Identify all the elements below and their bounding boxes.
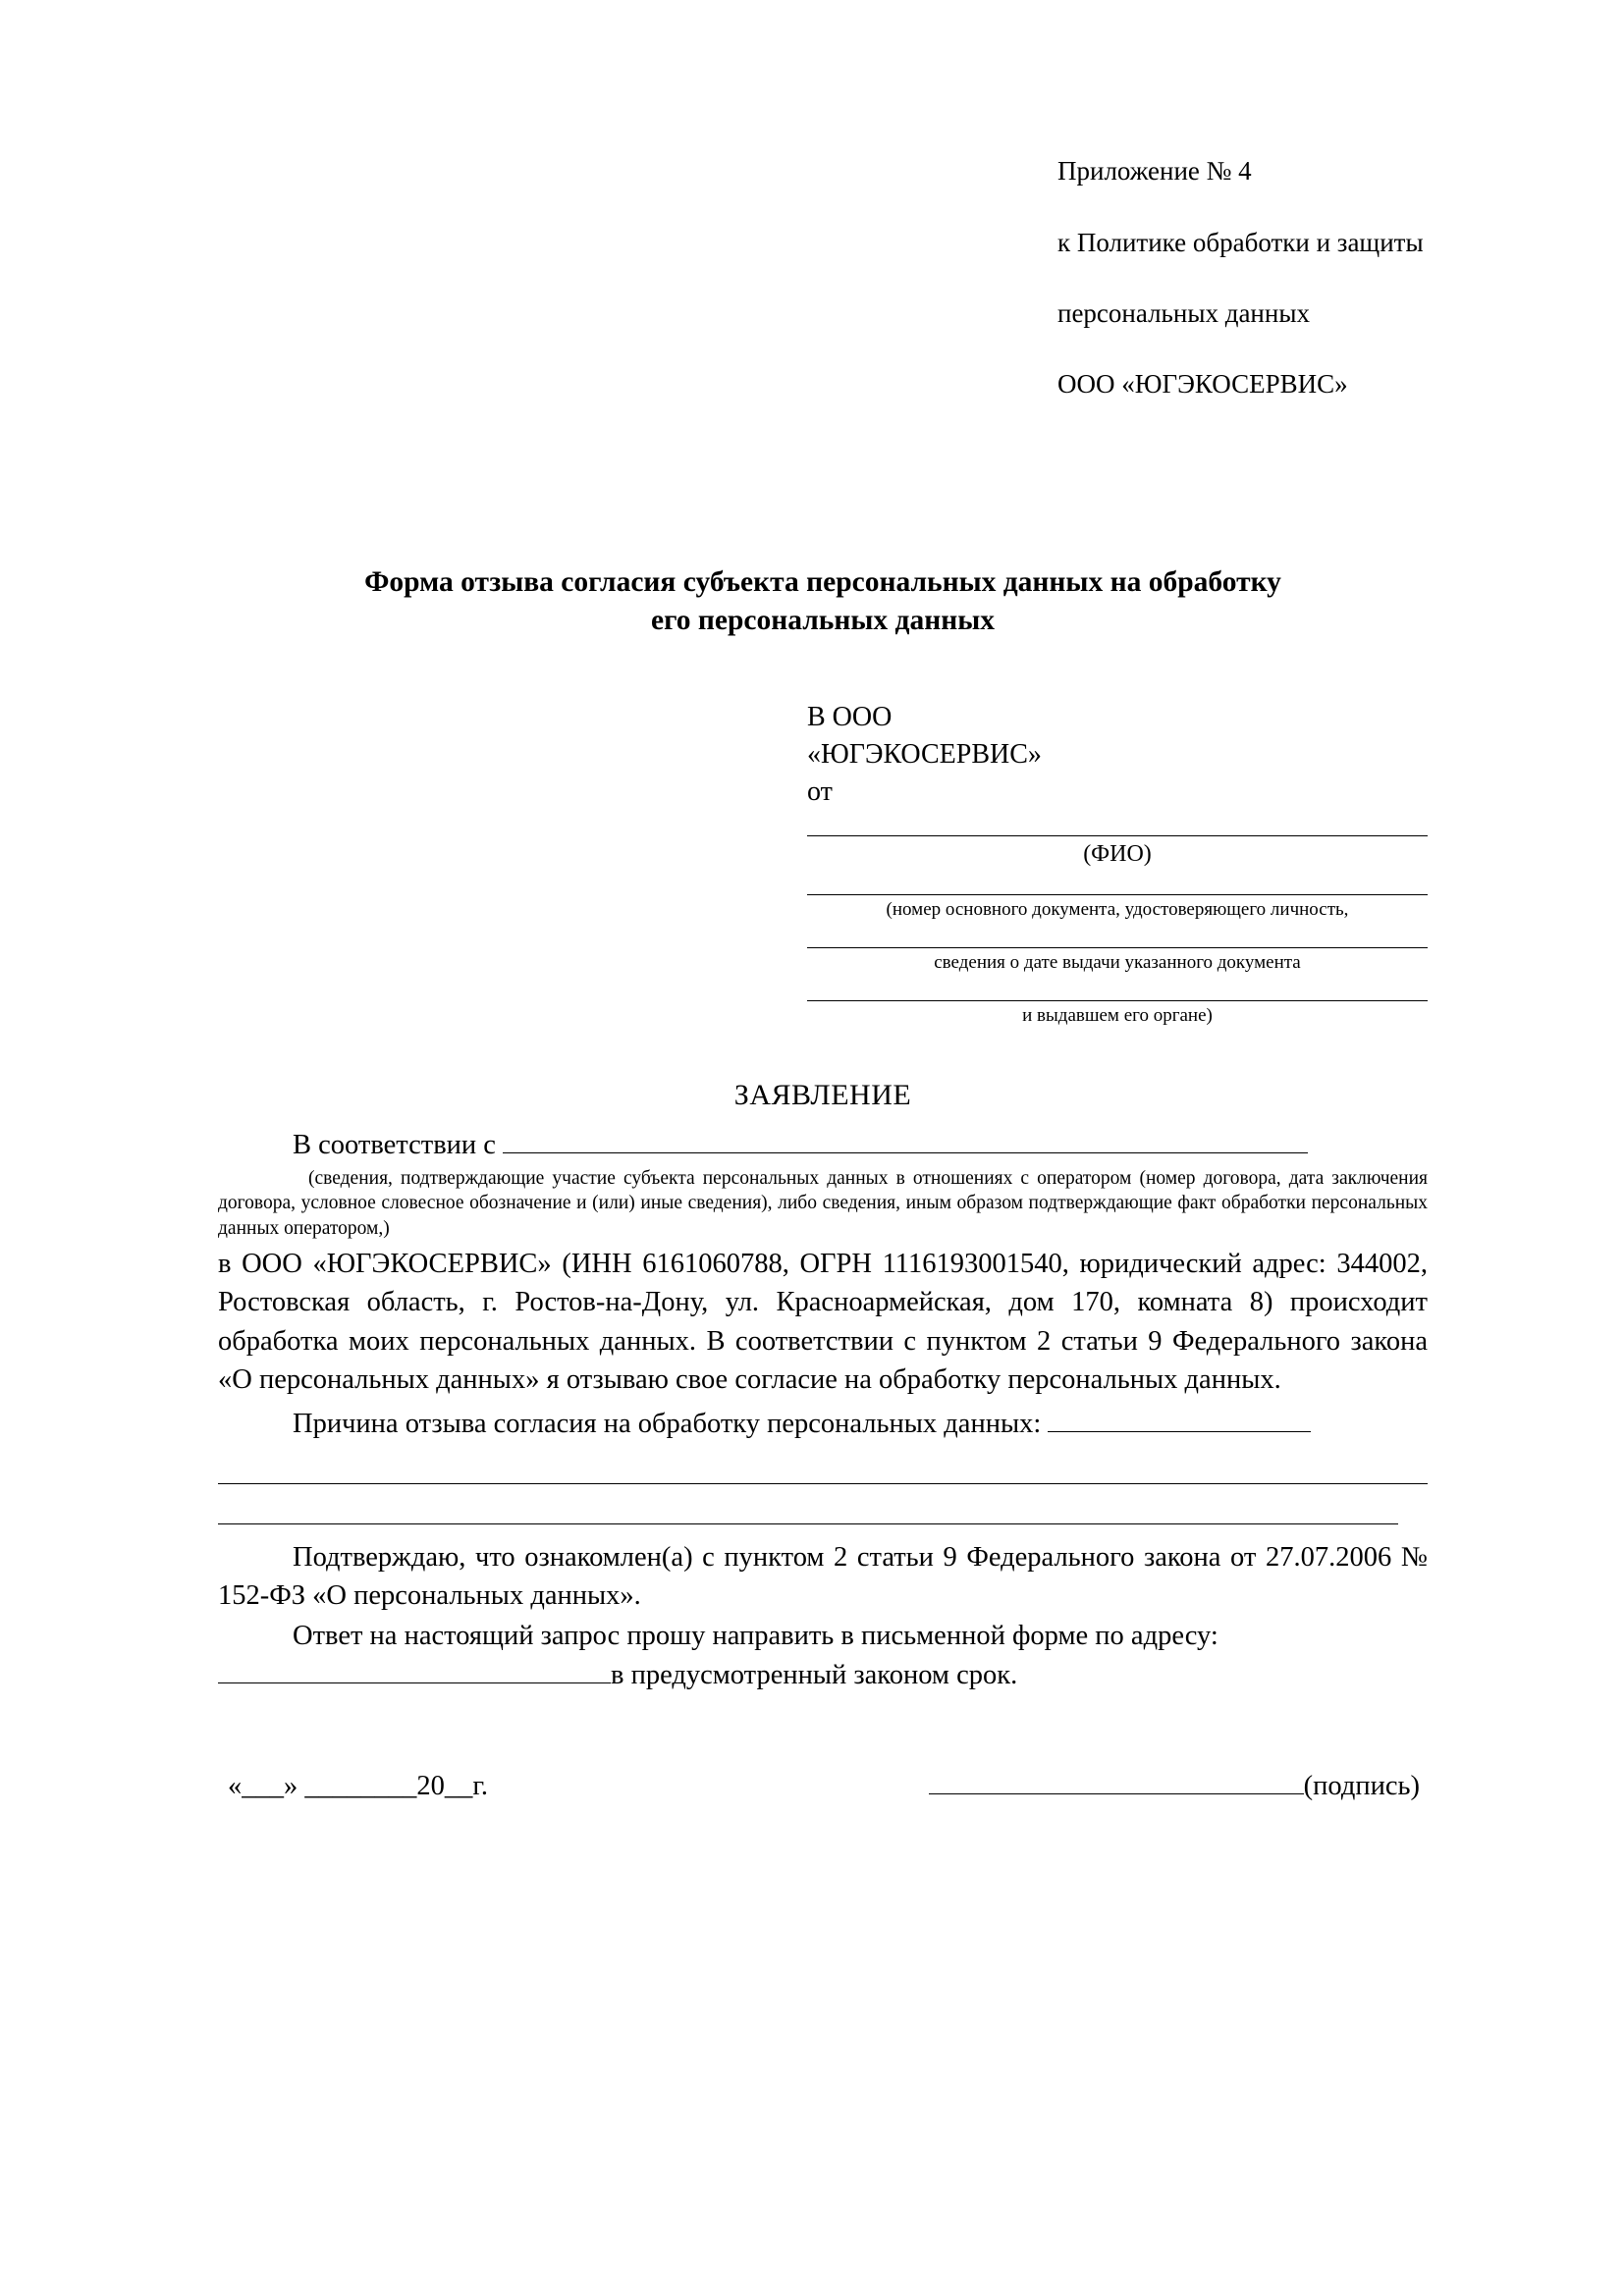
statement-heading: ЗАЯВЛЕНИЕ	[733, 1078, 912, 1111]
statement-address-field[interactable]	[218, 1656, 611, 1683]
statement-smallprint	[218, 1166, 1428, 1241]
statement-reason-field-line-3[interactable]	[218, 1523, 1398, 1524]
statement-intro-label: В соответствии с	[293, 1129, 496, 1160]
statement-paragraph-3-tail: в предусмотренный законом срок.	[611, 1659, 1018, 1690]
applicant-document-number-caption: (номер основного документа, удостоверяющего личность,	[886, 899, 1349, 921]
statement-reason-label: Причина отзыва согласия на обработку персональных данных:	[293, 1409, 1042, 1440]
page-title-line-1: Форма отзыва согласия субъекта персональных данных на обработку	[364, 565, 1281, 598]
applicant-document-date-caption: сведения о дате выдачи указанного документа	[934, 952, 1301, 974]
statement-reason-field[interactable]	[1048, 1405, 1311, 1432]
page-title-line-2: его персональных данных	[651, 604, 995, 636]
document-content	[218, 118, 1428, 1806]
signature-row	[218, 1767, 1428, 1805]
statement-paragraph-2: Подтверждаю, что ознакомлен(а) с пунктом 2 статьи 9 Федерального закона от 27.07.2006 № 152-ФЗ «О персональных данных».	[218, 1541, 1428, 1612]
statement-intro-field[interactable]	[503, 1126, 1308, 1153]
statement-paragraph-1: в ООО «ЮГЭКОСЕРВИС» (ИНН 6161060788, ОГРН 1116193001540, юридический адрес: 344002, Ростовская область, г. Ростов-на-Дону, ул. Красноармейская, дом 170, комната 8) происходит обработка моих персональных данных. В соответствии с пунктом 2 статьи 9 Федерального закона «О персональных данных» я отзываю свое согласие на обработку персональных данных.	[218, 1249, 1428, 1396]
signature-field[interactable]	[929, 1767, 1304, 1794]
statement-paragraph-3	[218, 1617, 1428, 1655]
appendix-header-line-4: ООО «ЮГЭКОСЕРВИС»	[1057, 369, 1348, 400]
signature-date[interactable]: «___» ________20__г.	[228, 1771, 488, 1802]
appendix-header-line-1: Приложение № 4	[1057, 156, 1252, 187]
statement-intro-line	[218, 1126, 1428, 1164]
applicant-document-issuer-caption: и выдавшем его органе)	[1022, 1004, 1213, 1026]
appendix-header-line-2: к Политике обработки и защиты	[1057, 227, 1424, 257]
applicant-fio-field[interactable]	[807, 835, 1428, 836]
applicant-document-issuer-field[interactable]	[807, 1000, 1428, 1001]
applicant-fio-caption: (ФИО)	[1083, 841, 1152, 868]
addressee-org-line-2: «ЮГЭКОСЕРВИС»	[807, 738, 1042, 770]
applicant-document-date-field[interactable]	[807, 947, 1428, 948]
applicant-document-number-field[interactable]	[807, 894, 1428, 895]
statement-body	[218, 1126, 1428, 1806]
appendix-header	[1057, 118, 1428, 438]
addressee-block	[807, 699, 1428, 1028]
statement-smallprint-text: (сведения, подтверждающие участие субъекта персональных данных в отношениях с оператором (номер договора, дата заключения договора, условное словесное обозначение и (или) иные сведения), либо сведения, иным образом подтверждающие факт обработки персональных данных оператором,)	[218, 1168, 1428, 1239]
statement-address-line	[218, 1656, 1428, 1694]
statement-paragraph-3-text: Ответ на настоящий запрос прошу направить в письменной форме по адресу:	[293, 1621, 1218, 1652]
applicant-from-label: от	[807, 775, 833, 807]
signature-area	[929, 1767, 1428, 1805]
addressee-org-line-1: В ООО	[807, 702, 893, 733]
signature-label: (подпись)	[1303, 1771, 1420, 1802]
appendix-header-line-3: персональных данных	[1057, 297, 1310, 328]
statement-reason-field-line-2[interactable]	[218, 1483, 1428, 1484]
page-title	[218, 563, 1428, 640]
statement-reason-line	[218, 1405, 1428, 1443]
